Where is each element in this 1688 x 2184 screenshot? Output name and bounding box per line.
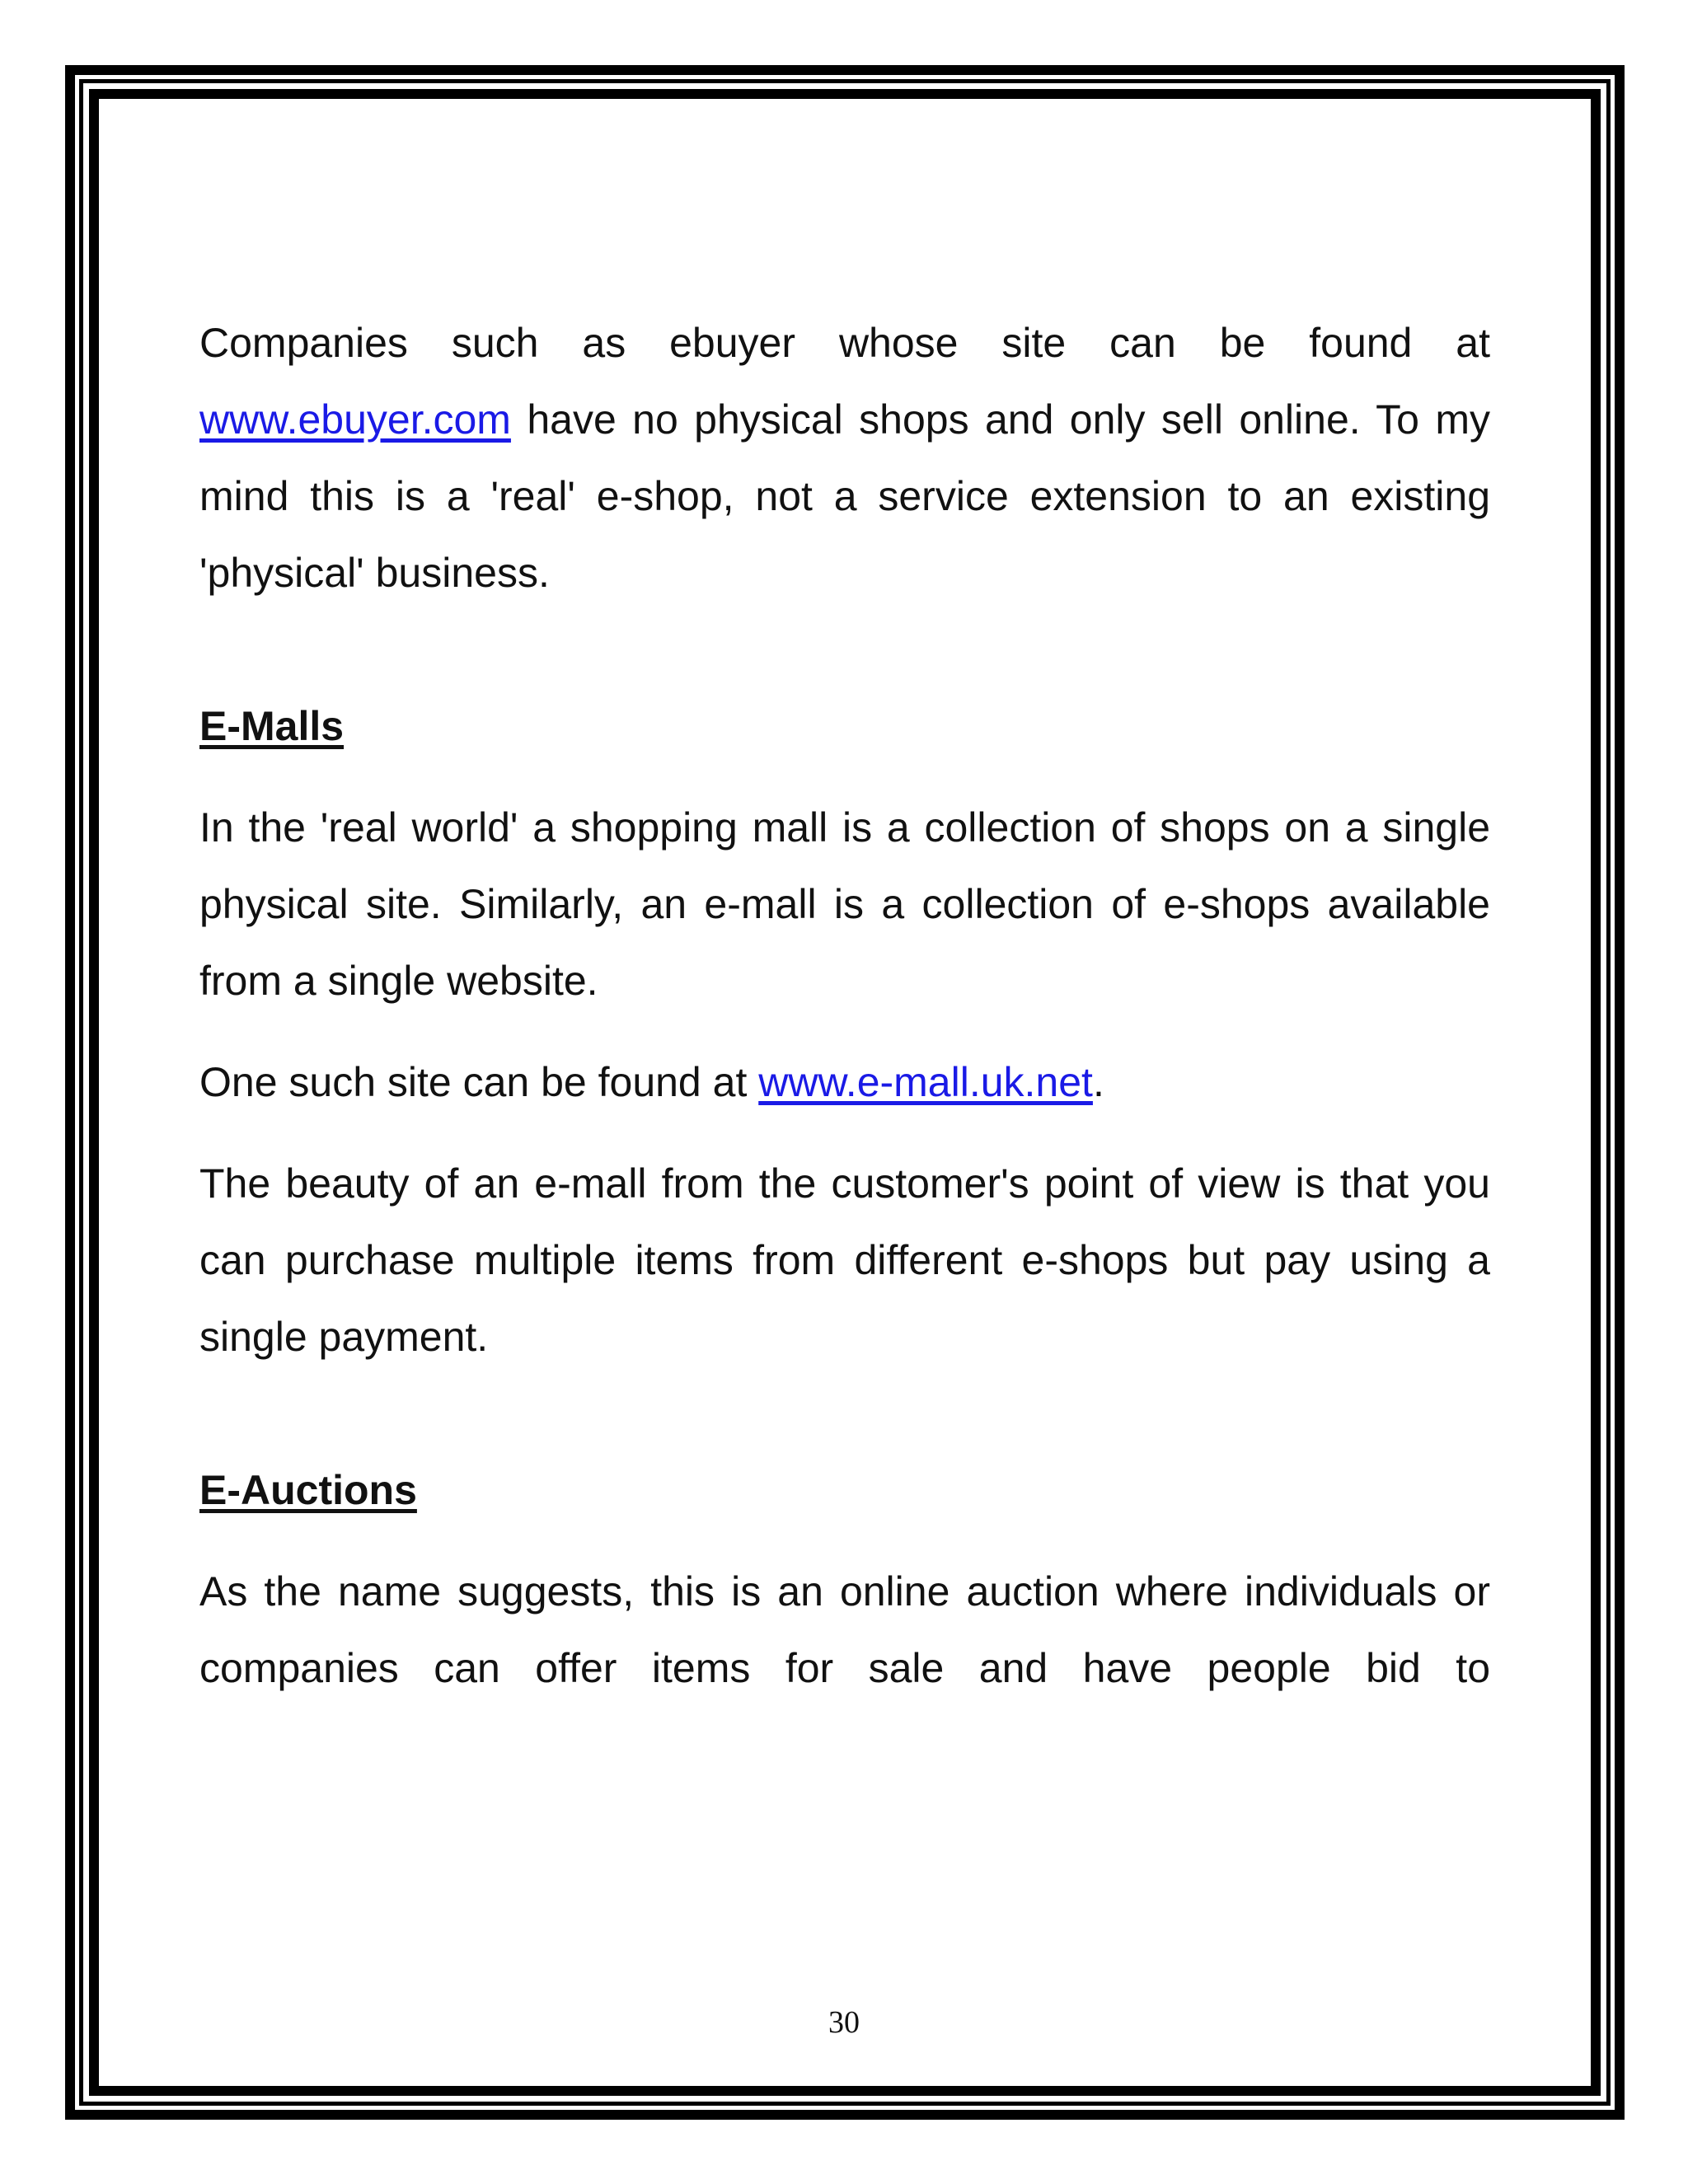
page-number: 30 [828,2005,860,2040]
heading-emalls: E-Malls [199,703,345,749]
paragraph-text: Companies such as ebuyer whose site can be found at [199,320,1490,366]
paragraph-text: One such site can be found at [199,1059,759,1105]
paragraph-ebuyer [199,305,1490,612]
paragraph-emall-definition: In the 'real world' a shopping mall is a collection of shops on a single physical site. Similarly, an e-mall is a collection of e-shops available from a single website. [199,804,1490,1004]
emall-link[interactable]: www.e-mall.uk.net [758,1059,1093,1105]
ebuyer-link[interactable]: www.ebuyer.com [199,396,511,443]
paragraph-text: . [1092,1059,1104,1105]
paragraph-eauction-definition: As the name suggests, this is an online auction where individuals or companies can offer items for sale and have people bid to [199,1568,1490,1691]
heading-eauctions: E-Auctions [199,1467,417,1513]
page-content [199,305,1490,1707]
paragraph-text: have no physical shops and only sell online. To my mind this is a 'real' e-shop, not a service extension to an existing 'physical' business. [199,396,1490,596]
paragraph-emall-example [199,1044,1490,1121]
paragraph-emall-benefit: The beauty of an e-mall from the customer's point of view is that you can purchase multiple items from different e-shops but pay using a single payment. [199,1160,1490,1360]
